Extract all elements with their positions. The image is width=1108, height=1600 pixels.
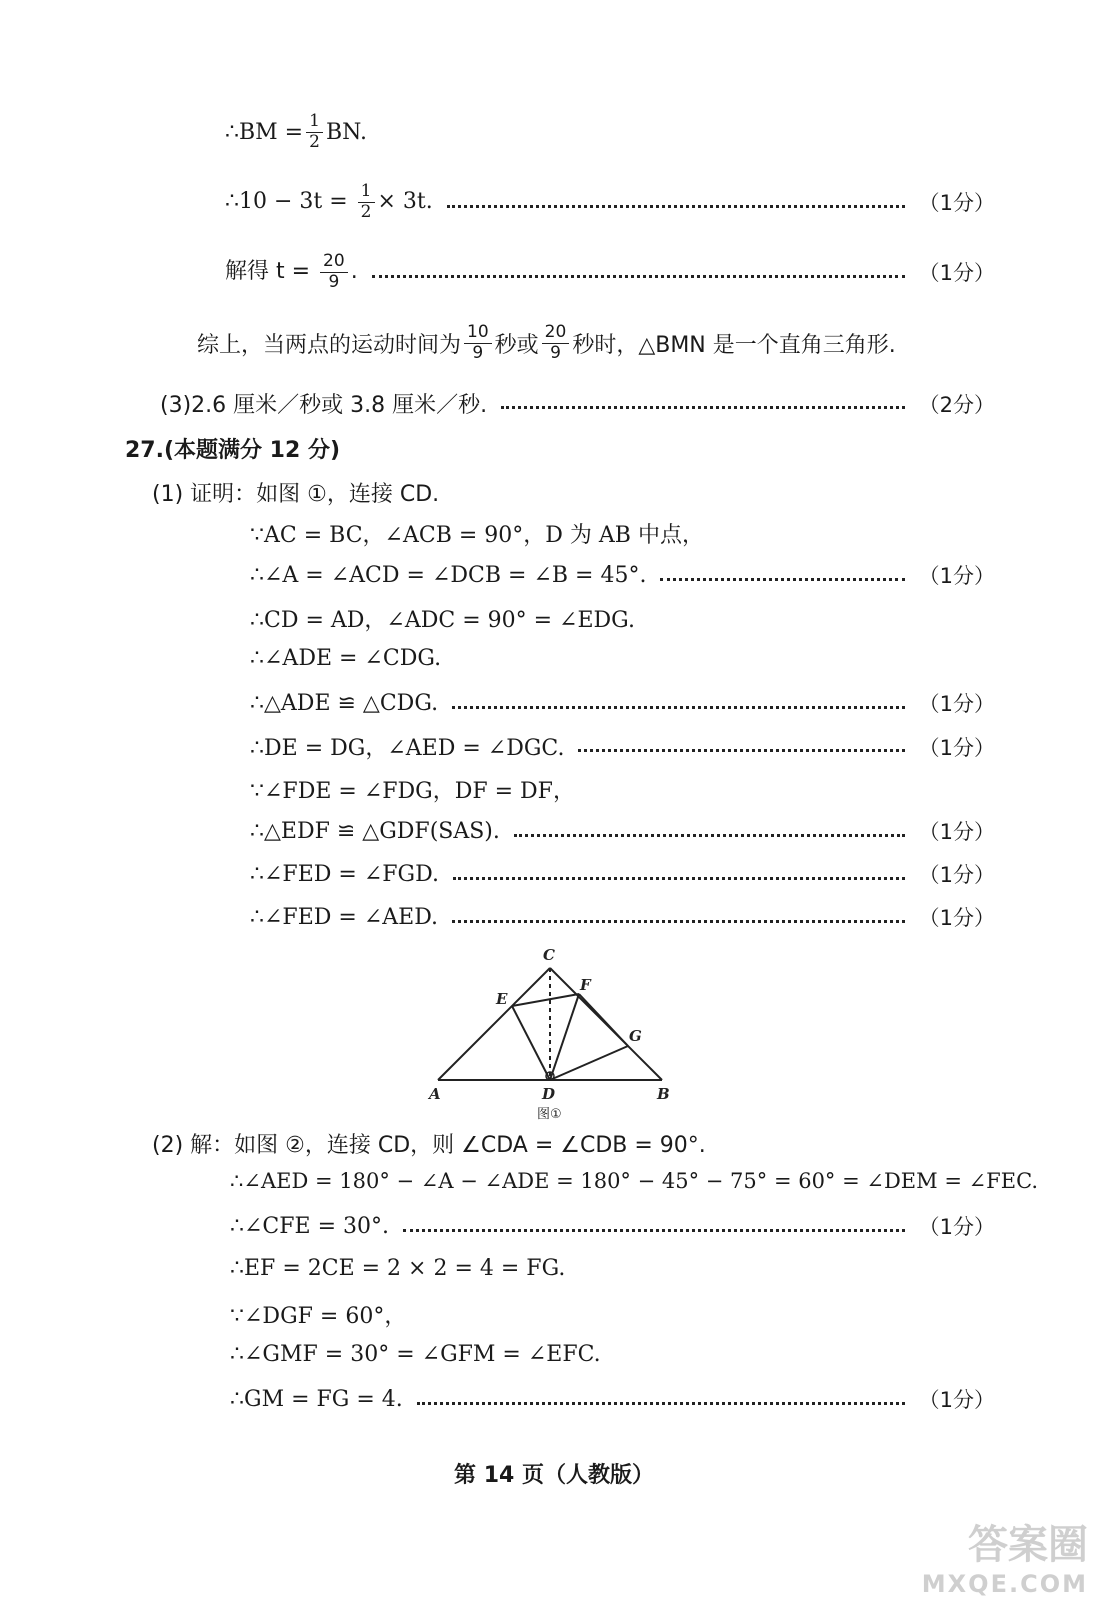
watermark-logo: 答案圈	[968, 1522, 1088, 1568]
figure-caption: 图①	[537, 1107, 562, 1122]
score-label: （1分）	[918, 820, 995, 844]
fraction: $\frac{1}{2}$	[306, 112, 323, 152]
label-d: D	[542, 1085, 556, 1103]
part-2-header: (2) 解：如图 ②，连接 CD，则 ∠CDA = ∠CDB = 90°.	[152, 1133, 706, 1158]
label-b: B	[657, 1085, 670, 1103]
proof-line: ∵AC = BC，∠ACB = 90°，D 为 AB 中点，	[250, 523, 704, 548]
score-label: （1分）	[918, 1388, 995, 1412]
dot-leader	[514, 834, 905, 837]
solution-line: ∵∠DGF = 60°，	[230, 1304, 407, 1329]
dot-leader	[447, 205, 905, 208]
dot-leader	[452, 920, 905, 923]
dot-leader	[660, 578, 904, 581]
proof-line: ∴△EDF ≌ △GDF(SAS). （1分）	[250, 816, 995, 846]
page-footer: 第 14 页（人教版）	[454, 1463, 654, 1488]
fraction: $\frac{20}{9}$	[542, 323, 570, 363]
segment-ac	[438, 968, 550, 1080]
segment-fd	[550, 994, 579, 1080]
proof-line: ∵∠FDE = ∠FDG，DF = DF，	[250, 779, 575, 804]
dot-leader	[453, 877, 905, 880]
line-equation: ∴10 − 3t = $\frac{1}{2}$ × 3t. （1分）	[225, 181, 995, 222]
score-label: （1分）	[918, 906, 995, 930]
proof-line: ∴△ADE ≌ △CDG. （1分）	[250, 688, 995, 718]
solution-line: ∴GM = FG = 4. （1分）	[230, 1384, 995, 1414]
label-f: F	[580, 976, 591, 994]
label-e: E	[496, 990, 508, 1008]
score-label: （1分）	[918, 564, 995, 588]
line-conclusion: 综上，当两点的运动时间为 $\frac{10}{9}$ 秒或 $\frac{20}{9}$ 秒时，△BMN 是一个直角三角形.	[197, 322, 896, 363]
proof-line: ∴∠FED = ∠AED. （1分）	[250, 902, 995, 932]
score-label: （1分）	[918, 191, 995, 216]
geometry-figure-1	[420, 940, 690, 1125]
line-text: ∴BM =	[225, 119, 304, 145]
score-label: （1分）	[918, 1215, 995, 1239]
segment-de	[512, 1006, 550, 1080]
solution-line: ∴∠CFE = 30°. （1分）	[230, 1211, 995, 1241]
proof-line: ∴DE = DG，∠AED = ∠DGC. （1分）	[250, 731, 995, 762]
solution-line: ∴∠AED = 180° − ∠A − ∠ADE = 180° − 45° − 75° = 60° = ∠DEM = ∠FEC.	[230, 1169, 1039, 1193]
dot-leader	[403, 1229, 905, 1232]
label-c: C	[543, 946, 555, 964]
solution-line: ∴∠GMF = 30° = ∠GFM = ∠EFC.	[230, 1342, 601, 1367]
line-solve-t: 解得 t = $\frac{20}{9}$ . （1分）	[225, 251, 995, 292]
fraction: $\frac{1}{2}$	[358, 182, 375, 222]
fraction: $\frac{20}{9}$	[320, 252, 348, 292]
score-label: （2分）	[918, 392, 995, 417]
solution-line: ∴EF = 2CE = 2 × 2 = 4 = FG.	[230, 1256, 566, 1281]
line-part3: (3)2.6 厘米／秒或 3.8 厘米／秒. （2分）	[160, 388, 995, 419]
dot-leader	[452, 706, 905, 709]
proof-line: ∴∠ADE = ∠CDG.	[250, 646, 442, 671]
score-label: （1分）	[918, 863, 995, 887]
question-27-header: 27.(本题满分 12 分)	[125, 438, 341, 463]
segment-fg	[579, 994, 628, 1046]
dot-leader	[501, 406, 905, 409]
score-label: （1分）	[918, 735, 995, 760]
score-label: （1分）	[918, 261, 995, 286]
score-label: （1分）	[918, 692, 995, 716]
fraction: $\frac{10}{9}$	[464, 323, 492, 363]
dot-leader	[372, 275, 905, 278]
segment-dg	[550, 1046, 628, 1080]
dot-leader	[417, 1402, 905, 1405]
label-a: A	[429, 1085, 441, 1103]
watermark-site: MXQE.COM	[921, 1570, 1088, 1598]
proof-line: ∴∠A = ∠ACD = ∠DCB = ∠B = 45°. （1分）	[250, 560, 995, 590]
dot-leader	[578, 749, 904, 752]
proof-line: ∴CD = AD，∠ADC = 90° = ∠EDG.	[250, 608, 635, 633]
proof-line: ∴∠FED = ∠FGD. （1分）	[250, 859, 995, 889]
label-g: G	[629, 1027, 642, 1045]
part-1-header: (1) 证明：如图 ①，连接 CD.	[152, 482, 440, 507]
line-bm-bn: ∴BM = $\frac{1}{2}$ BN.	[225, 111, 367, 152]
